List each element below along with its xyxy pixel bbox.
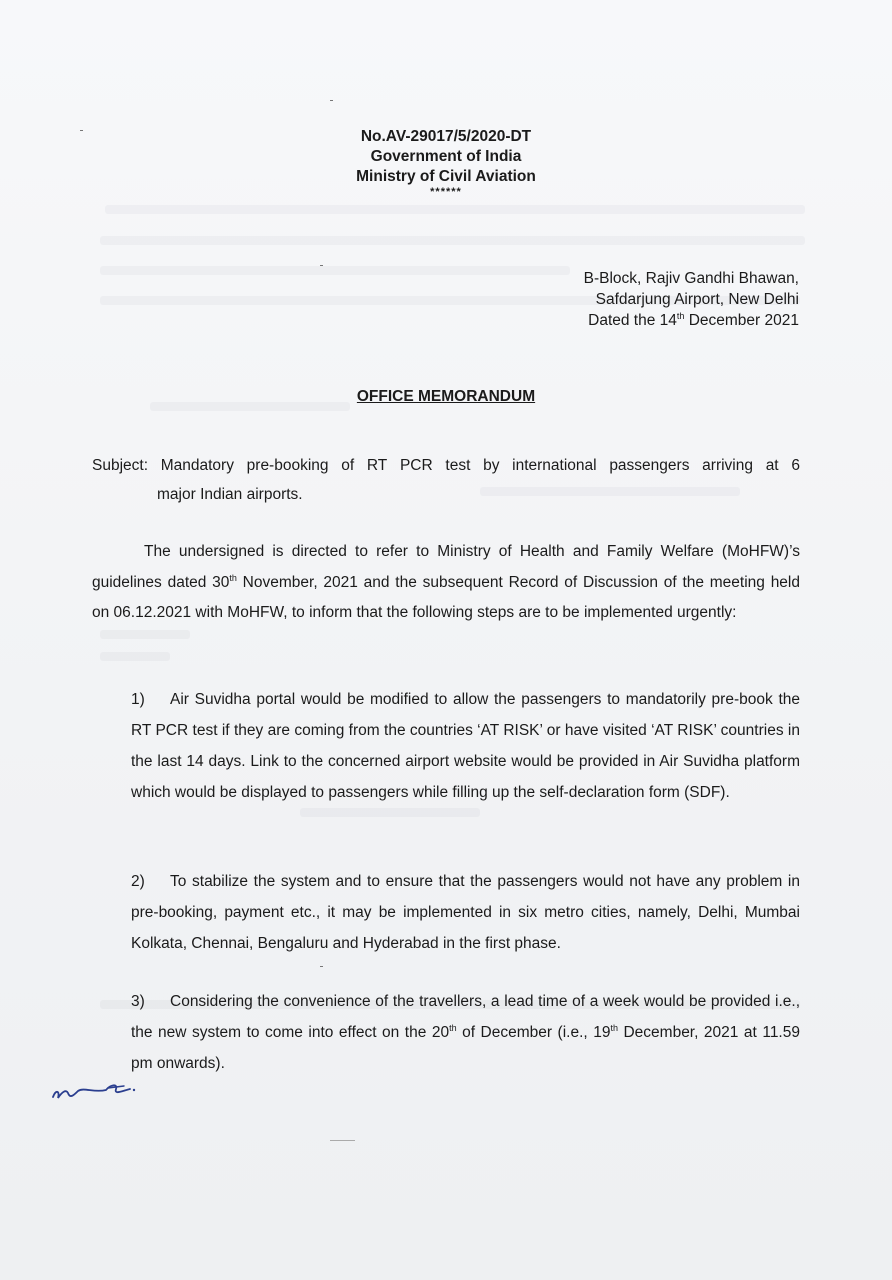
scan-speck	[320, 265, 323, 266]
item-text: of December (i.e., 19	[456, 1024, 611, 1041]
subject-word: Subject:	[92, 457, 149, 474]
show-through-mark	[105, 205, 805, 214]
item-ordinal: th	[449, 1022, 457, 1033]
intro-paragraph	[92, 537, 800, 629]
show-through-mark	[100, 630, 190, 639]
subject-word: PCR	[399, 457, 433, 474]
address-line-1: B-Block, Rajiv Gandhi Bhawan,	[583, 270, 799, 287]
subject-word: arriving	[702, 457, 753, 474]
subject-word: at	[765, 457, 779, 474]
separator-stars: ******	[430, 186, 462, 198]
item-number: 1)	[131, 691, 145, 708]
item-number: 2)	[131, 873, 145, 890]
government-name: Government of India	[370, 148, 522, 165]
show-through-mark	[300, 808, 480, 817]
show-through-mark	[100, 266, 570, 275]
date-suffix: December 2021	[684, 312, 799, 329]
address-line-2: Safdarjung Airport, New Delhi	[595, 291, 799, 308]
date-prefix: Dated the 14	[588, 312, 677, 329]
scan-speck	[330, 100, 333, 101]
list-item	[131, 986, 800, 1079]
letterhead	[0, 127, 892, 197]
subject-line-2: major Indian airports.	[157, 486, 303, 503]
item-text: Considering the convenience of the travellers, a lead time of a week would be provided i.e., the new system to come into effect on the 20	[131, 993, 800, 1041]
subject-word: international	[512, 457, 597, 474]
list-item	[131, 684, 800, 808]
item-text: To stabilize the system and to ensure that the passengers would not have any problem in pre-booking, payment etc., it may be implemented in six metro cities, namely, Delhi, Mumbai Kolkata, Chennai, Bengaluru and Hyderabad in the first phase.	[131, 873, 800, 952]
handwritten-initials	[50, 1077, 150, 1107]
issue-date	[584, 310, 799, 331]
show-through-mark	[100, 236, 805, 245]
ministry-name: Ministry of Civil Aviation	[356, 168, 536, 185]
subject-word: Mandatory	[160, 457, 234, 474]
show-through-mark	[100, 652, 170, 661]
item-number: 3)	[131, 993, 145, 1010]
subject-word: passengers	[609, 457, 690, 474]
scan-speck	[330, 1140, 355, 1141]
subject-word: of	[341, 457, 355, 474]
list-item	[131, 866, 800, 959]
memo-title: OFFICE MEMORANDUM	[356, 388, 536, 405]
subject-word: RT	[366, 457, 388, 474]
intro-ordinal: th	[229, 572, 237, 583]
subject-block	[92, 451, 800, 509]
item-text: December, 2021 at 11.59 pm onwards).	[131, 1024, 800, 1072]
intro-text: The undersigned is directed to refer to Ministry of Health and Family Welfare (MoHFW)’s guidelines dated 30	[92, 543, 800, 591]
item-text: Air Suvidha portal would be modified to allow the passengers to mandatorily pre-book the RT PCR test if they are coming from the countries ‘AT RISK’ or have visited ‘AT RISK’ countries in the last 14 days. Link to the concerned airport website would be provided in Air Suvidha platform which would be displayed to passengers while filling up the self-declaration form (SDF).	[131, 691, 800, 801]
scan-speck	[320, 966, 323, 967]
subject-word: 6	[791, 457, 800, 474]
item-ordinal: th	[610, 1022, 618, 1033]
reference-number: No.AV-29017/5/2020-DT	[360, 128, 532, 145]
sender-address	[584, 268, 799, 331]
subject-line-1	[92, 451, 800, 480]
date-ordinal: th	[676, 310, 685, 321]
intro-text: November, 2021 and the subsequent Record of Discussion of the meeting held on 06.12.2021 with MoHFW, to inform that the following steps are to be implemented urgently:	[92, 573, 800, 621]
subject-word: by	[483, 457, 500, 474]
subject-word: pre-booking	[246, 457, 329, 474]
subject-word: test	[445, 457, 471, 474]
